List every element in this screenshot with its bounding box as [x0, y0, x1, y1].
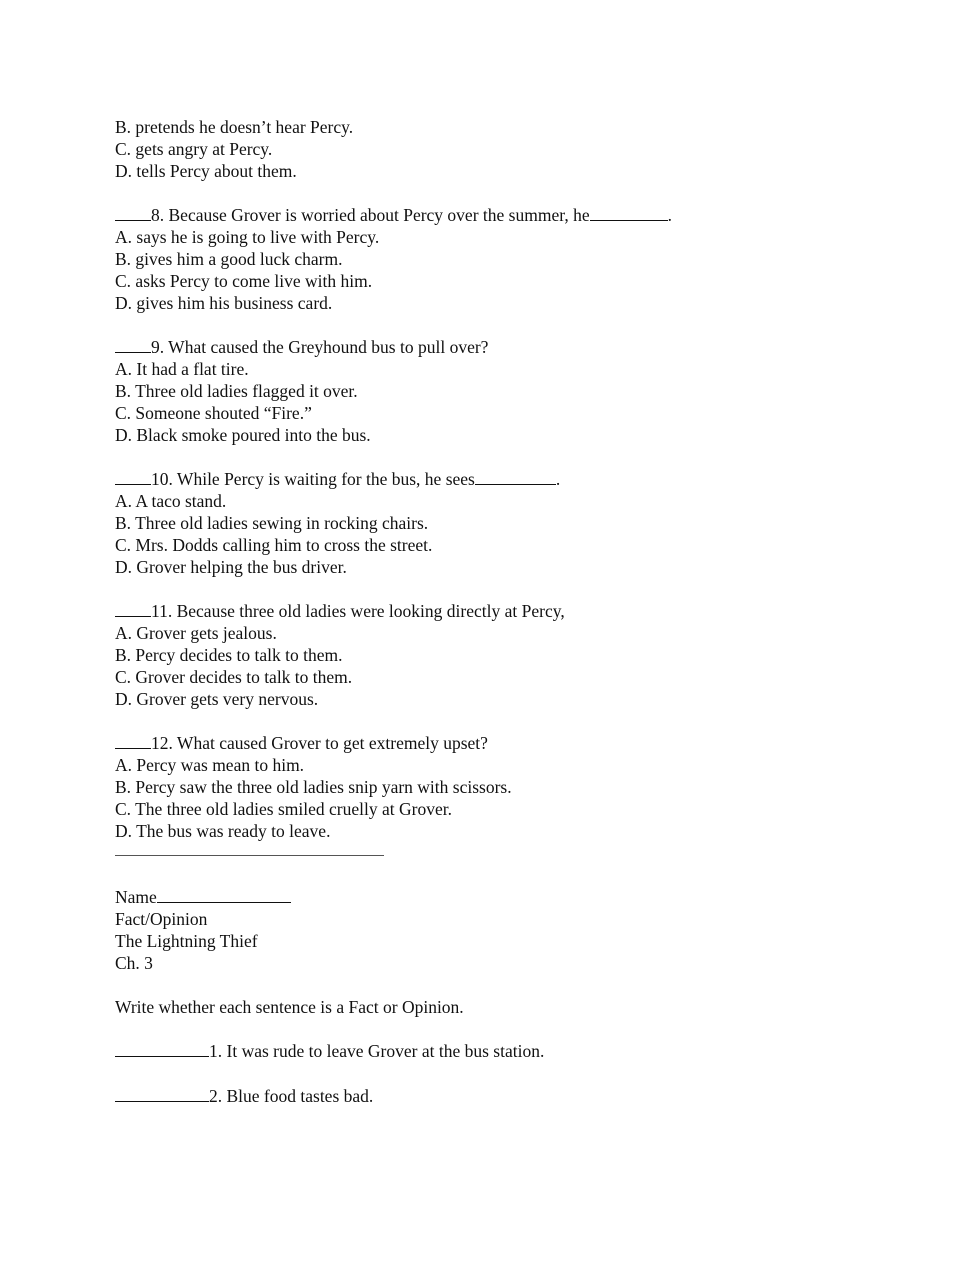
question-8 [115, 204, 935, 314]
answer-option: D. Grover helping the bus driver. [115, 557, 347, 577]
answer-option: C. Grover decides to talk to them. [115, 667, 353, 687]
answer-option: B. Three old ladies flagged it over. [115, 381, 358, 401]
answer-option: D. The bus was ready to leave. [115, 821, 331, 841]
name-field: Name [115, 886, 935, 908]
question-prompt: 9. What caused the Greyhound bus to pull over? [115, 336, 935, 358]
answer-option: A. A taco stand. [115, 491, 227, 511]
answer-blank[interactable] [115, 733, 151, 749]
answer-blank[interactable] [115, 337, 151, 353]
question-prompt: 10. While Percy is waiting for the bus, he sees . [115, 468, 935, 490]
answer-option: C. The three old ladies smiled cruelly at Grover. [115, 799, 452, 819]
worksheet-type: Fact/Opinion [115, 909, 208, 929]
answer-option: A. Grover gets jealous. [115, 623, 277, 643]
answer-option: A. says he is going to live with Percy. [115, 227, 380, 247]
answer-blank[interactable] [115, 469, 151, 485]
fill-in-blank[interactable] [590, 205, 668, 221]
document-page [115, 116, 935, 1107]
name-blank[interactable] [157, 887, 291, 903]
question-12 [115, 732, 935, 842]
book-title: The Lightning Thief [115, 931, 258, 951]
answer-option: B. gives him a good luck charm. [115, 249, 343, 269]
answer-blank[interactable] [115, 601, 151, 617]
chapter-label: Ch. 3 [115, 953, 153, 973]
answer-option: C. Mrs. Dodds calling him to cross the street. [115, 535, 433, 555]
question-10 [115, 468, 935, 578]
answer-option: D. Black smoke poured into the bus. [115, 425, 371, 445]
worksheet-item: 1. It was rude to leave Grover at the bus station. [115, 1040, 935, 1062]
instructions: Write whether each sentence is a Fact or Opinion. [115, 997, 464, 1017]
fill-in-blank[interactable] [475, 469, 556, 485]
answer-option: C. asks Percy to come live with him. [115, 271, 373, 291]
answer-option: C. gets angry at Percy. [115, 139, 273, 159]
question-prompt: 11. Because three old ladies were looking directly at Percy, [115, 600, 935, 622]
answer-option: D. Grover gets very nervous. [115, 689, 319, 709]
answer-option: C. Someone shouted “Fire.” [115, 403, 312, 423]
question-prompt: 12. What caused Grover to get extremely upset? [115, 732, 935, 754]
question-11 [115, 600, 935, 710]
answer-option: A. Percy was mean to him. [115, 755, 305, 775]
answer-option: A. It had a flat tire. [115, 359, 249, 379]
answer-option: B. pretends he doesn’t hear Percy. [115, 117, 354, 137]
answer-blank[interactable] [115, 205, 151, 221]
question-prompt: 8. Because Grover is worried about Percy over the summer, he . [115, 204, 935, 226]
answer-option: B. Percy saw the three old ladies snip yarn with scissors. [115, 777, 512, 797]
question-7-options [115, 116, 935, 182]
question-9 [115, 336, 935, 446]
worksheet-item: 2. Blue food tastes bad. [115, 1085, 935, 1107]
answer-blank[interactable] [115, 1041, 209, 1057]
answer-blank[interactable] [115, 1086, 209, 1102]
answer-option: B. Percy decides to talk to them. [115, 645, 343, 665]
answer-option: D. gives him his business card. [115, 293, 333, 313]
worksheet-header [115, 886, 935, 974]
answer-option: D. tells Percy about them. [115, 161, 297, 181]
answer-option: B. Three old ladies sewing in rocking chairs. [115, 513, 429, 533]
